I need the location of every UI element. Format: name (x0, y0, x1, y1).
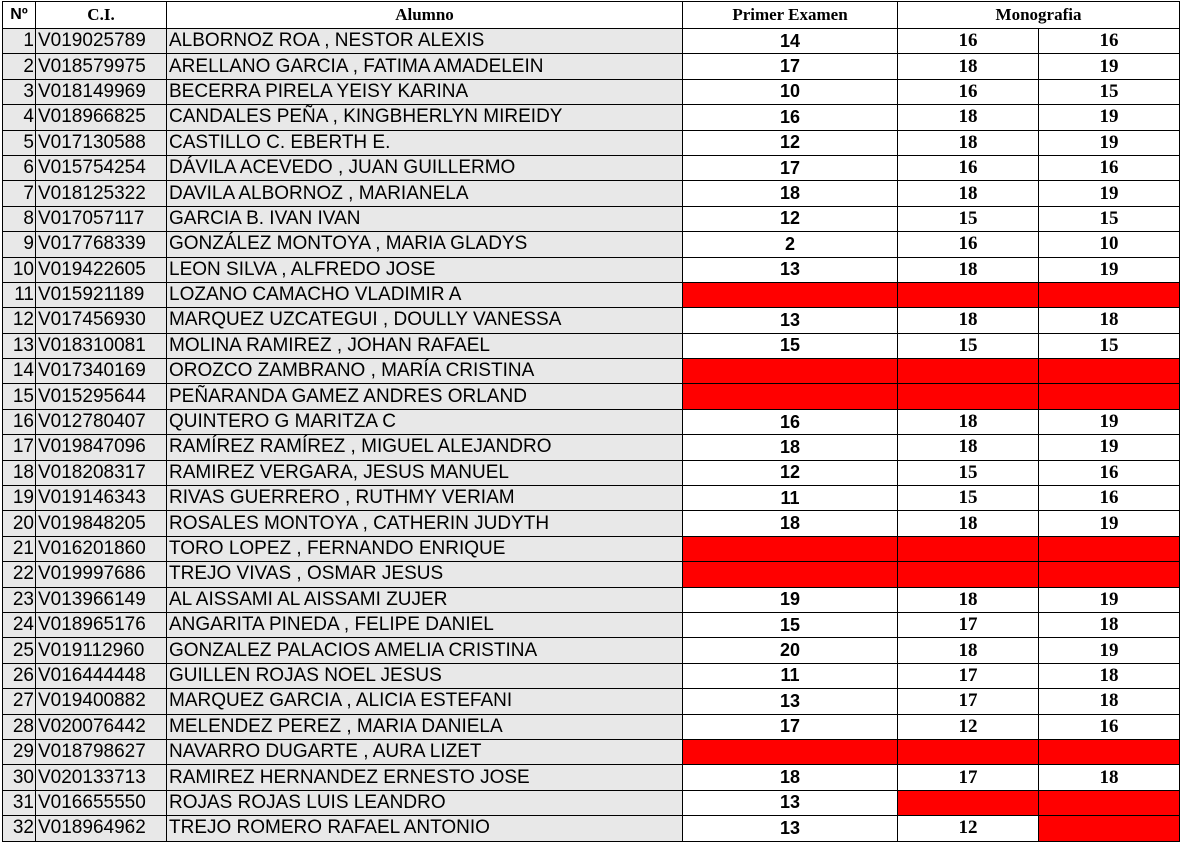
row-number-cell: 17 (3, 435, 36, 460)
primer-examen-cell: 18 (683, 181, 898, 206)
table-row (3, 79, 1180, 104)
monografia-1-cell (898, 536, 1039, 561)
primer-examen-cell (683, 562, 898, 587)
monografia-2-cell (1039, 359, 1180, 384)
student-name-cell: ROSALES MONTOYA , CATHERIN JUDYTH (167, 511, 683, 536)
primer-examen-cell: 17 (683, 714, 898, 739)
table-row (3, 409, 1180, 434)
ci-cell: V017057117 (36, 206, 167, 231)
primer-examen-cell: 14 (683, 29, 898, 54)
table-row (3, 181, 1180, 206)
table-row (3, 232, 1180, 257)
ci-cell: V018208317 (36, 460, 167, 485)
monografia-2-cell (1039, 282, 1180, 307)
row-number-cell: 20 (3, 511, 36, 536)
monografia-2-cell: 19 (1039, 435, 1180, 460)
table-row (3, 54, 1180, 79)
ci-cell: V019847096 (36, 435, 167, 460)
monografia-1-cell: 15 (898, 486, 1039, 511)
table-row (3, 790, 1180, 815)
monografia-1-cell: 16 (898, 79, 1039, 104)
table-row (3, 816, 1180, 841)
student-name-cell: LEON SILVA , ALFREDO JOSE (167, 257, 683, 282)
student-name-cell: AL AISSAMI AL AISSAMI ZUJER (167, 587, 683, 612)
table-row (3, 765, 1180, 790)
ci-cell: V019146343 (36, 486, 167, 511)
monografia-1-cell (898, 562, 1039, 587)
table-row (3, 638, 1180, 663)
ci-cell: V018310081 (36, 333, 167, 358)
student-name-cell: GONZÁLEZ MONTOYA , MARIA GLADYS (167, 232, 683, 257)
table-row (3, 612, 1180, 637)
header-alumno: Alumno (167, 2, 683, 29)
table-row (3, 282, 1180, 307)
primer-examen-cell: 12 (683, 206, 898, 231)
primer-examen-cell: 12 (683, 130, 898, 155)
monografia-1-cell: 17 (898, 765, 1039, 790)
primer-examen-cell: 13 (683, 790, 898, 815)
primer-examen-cell (683, 739, 898, 764)
student-name-cell: CANDALES PEÑA , KINGBHERLYN MIREIDY (167, 105, 683, 130)
student-name-cell: RAMIREZ HERNANDEZ ERNESTO JOSE (167, 765, 683, 790)
primer-examen-cell: 18 (683, 511, 898, 536)
monografia-2-cell (1039, 816, 1180, 841)
monografia-1-cell (898, 739, 1039, 764)
ci-cell: V017340169 (36, 359, 167, 384)
student-name-cell: NAVARRO DUGARTE , AURA LIZET (167, 739, 683, 764)
row-number-cell: 11 (3, 282, 36, 307)
primer-examen-cell (683, 359, 898, 384)
monografia-2-cell: 19 (1039, 409, 1180, 434)
ci-cell: V016201860 (36, 536, 167, 561)
ci-cell: V012780407 (36, 409, 167, 434)
ci-cell: V018579975 (36, 54, 167, 79)
table-row (3, 130, 1180, 155)
monografia-1-cell: 12 (898, 816, 1039, 841)
monografia-2-cell: 18 (1039, 612, 1180, 637)
ci-cell: V018965176 (36, 612, 167, 637)
student-name-cell: TREJO VIVAS , OSMAR JESUS (167, 562, 683, 587)
student-name-cell: GUILLEN ROJAS NOEL JESUS (167, 663, 683, 688)
student-name-cell: PEÑARANDA GAMEZ ANDRES ORLAND (167, 384, 683, 409)
monografia-1-cell: 18 (898, 105, 1039, 130)
row-number-cell: 30 (3, 765, 36, 790)
monografia-1-cell: 17 (898, 663, 1039, 688)
table-row (3, 486, 1180, 511)
row-number-cell: 18 (3, 460, 36, 485)
monografia-1-cell (898, 282, 1039, 307)
ci-cell: V017768339 (36, 232, 167, 257)
table-row (3, 739, 1180, 764)
student-name-cell: CASTILLO C. EBERTH E. (167, 130, 683, 155)
ci-cell: V015754254 (36, 155, 167, 180)
row-number-cell: 7 (3, 181, 36, 206)
student-name-cell: RAMÍREZ RAMÍREZ , MIGUEL ALEJANDRO (167, 435, 683, 460)
ci-cell: V017130588 (36, 130, 167, 155)
ci-cell: V018125322 (36, 181, 167, 206)
primer-examen-cell: 10 (683, 79, 898, 104)
row-number-cell: 9 (3, 232, 36, 257)
row-number-cell: 19 (3, 486, 36, 511)
header-number: Nº (3, 2, 36, 29)
table-row (3, 562, 1180, 587)
row-number-cell: 14 (3, 359, 36, 384)
monografia-2-cell: 18 (1039, 765, 1180, 790)
monografia-2-cell: 18 (1039, 689, 1180, 714)
row-number-cell: 27 (3, 689, 36, 714)
monografia-2-cell: 15 (1039, 333, 1180, 358)
student-name-cell: GARCIA B. IVAN IVAN (167, 206, 683, 231)
monografia-1-cell: 16 (898, 155, 1039, 180)
student-name-cell: BECERRA PIRELA YEISY KARINA (167, 79, 683, 104)
row-number-cell: 12 (3, 308, 36, 333)
student-name-cell: ALBORNOZ ROA , NESTOR ALEXIS (167, 29, 683, 54)
monografia-2-cell: 15 (1039, 79, 1180, 104)
monografia-2-cell (1039, 384, 1180, 409)
ci-cell: V019997686 (36, 562, 167, 587)
student-name-cell: MARQUEZ UZCATEGUI , DOULLY VANESSA (167, 308, 683, 333)
table-row (3, 460, 1180, 485)
primer-examen-cell: 15 (683, 333, 898, 358)
ci-cell: V020076442 (36, 714, 167, 739)
ci-cell: V018798627 (36, 739, 167, 764)
monografia-2-cell (1039, 790, 1180, 815)
table-row (3, 689, 1180, 714)
table-row (3, 587, 1180, 612)
monografia-1-cell: 18 (898, 181, 1039, 206)
table-row (3, 333, 1180, 358)
primer-examen-cell: 13 (683, 308, 898, 333)
ci-cell: V019025789 (36, 29, 167, 54)
ci-cell: V020133713 (36, 765, 167, 790)
monografia-1-cell: 18 (898, 638, 1039, 663)
student-name-cell: OROZCO ZAMBRANO , MARÍA CRISTINA (167, 359, 683, 384)
primer-examen-cell: 19 (683, 587, 898, 612)
ci-cell: V013966149 (36, 587, 167, 612)
monografia-2-cell: 19 (1039, 130, 1180, 155)
monografia-2-cell: 19 (1039, 511, 1180, 536)
student-name-cell: TREJO ROMERO RAFAEL ANTONIO (167, 816, 683, 841)
monografia-2-cell: 18 (1039, 663, 1180, 688)
ci-cell: V015295644 (36, 384, 167, 409)
primer-examen-cell: 15 (683, 612, 898, 637)
monografia-2-cell: 18 (1039, 308, 1180, 333)
monografia-1-cell: 15 (898, 206, 1039, 231)
monografia-2-cell: 19 (1039, 181, 1180, 206)
table-row (3, 511, 1180, 536)
primer-examen-cell: 16 (683, 105, 898, 130)
row-number-cell: 10 (3, 257, 36, 282)
primer-examen-cell: 12 (683, 460, 898, 485)
student-name-cell: LOZANO CAMACHO VLADIMIR A (167, 282, 683, 307)
header-primer-examen: Primer Examen (683, 2, 898, 29)
table-row (3, 308, 1180, 333)
row-number-cell: 23 (3, 587, 36, 612)
table-row (3, 105, 1180, 130)
table-row (3, 384, 1180, 409)
monografia-2-cell: 19 (1039, 587, 1180, 612)
row-number-cell: 2 (3, 54, 36, 79)
student-name-cell: MARQUEZ GARCIA , ALICIA ESTEFANI (167, 689, 683, 714)
row-number-cell: 13 (3, 333, 36, 358)
table-row (3, 536, 1180, 561)
primer-examen-cell: 18 (683, 765, 898, 790)
primer-examen-cell: 13 (683, 816, 898, 841)
table-row (3, 435, 1180, 460)
row-number-cell: 1 (3, 29, 36, 54)
row-number-cell: 22 (3, 562, 36, 587)
monografia-1-cell: 18 (898, 308, 1039, 333)
header-monografia: Monografia (898, 2, 1180, 29)
row-number-cell: 5 (3, 130, 36, 155)
header-row (3, 2, 1180, 29)
monografia-1-cell: 17 (898, 689, 1039, 714)
monografia-2-cell: 19 (1039, 638, 1180, 663)
student-name-cell: RAMIREZ VERGARA, JESUS MANUEL (167, 460, 683, 485)
row-number-cell: 16 (3, 409, 36, 434)
monografia-1-cell: 15 (898, 460, 1039, 485)
primer-examen-cell: 20 (683, 638, 898, 663)
ci-cell: V019422605 (36, 257, 167, 282)
row-number-cell: 28 (3, 714, 36, 739)
primer-examen-cell (683, 282, 898, 307)
table-row (3, 359, 1180, 384)
row-number-cell: 24 (3, 612, 36, 637)
primer-examen-cell: 13 (683, 689, 898, 714)
primer-examen-cell: 11 (683, 486, 898, 511)
row-number-cell: 25 (3, 638, 36, 663)
ci-cell: V019112960 (36, 638, 167, 663)
monografia-2-cell: 19 (1039, 257, 1180, 282)
row-number-cell: 26 (3, 663, 36, 688)
monografia-2-cell: 16 (1039, 460, 1180, 485)
monografia-2-cell: 16 (1039, 155, 1180, 180)
primer-examen-cell: 16 (683, 409, 898, 434)
row-number-cell: 32 (3, 816, 36, 841)
student-name-cell: ROJAS ROJAS LUIS LEANDRO (167, 790, 683, 815)
monografia-1-cell: 16 (898, 29, 1039, 54)
monografia-2-cell: 16 (1039, 486, 1180, 511)
monografia-2-cell (1039, 536, 1180, 561)
row-number-cell: 4 (3, 105, 36, 130)
monografia-2-cell: 16 (1039, 29, 1180, 54)
table-row (3, 29, 1180, 54)
student-name-cell: RIVAS GUERRERO , RUTHMY VERIAM (167, 486, 683, 511)
row-number-cell: 15 (3, 384, 36, 409)
monografia-1-cell: 16 (898, 232, 1039, 257)
student-name-cell: ANGARITA PINEDA , FELIPE DANIEL (167, 612, 683, 637)
table-row (3, 663, 1180, 688)
monografia-2-cell: 10 (1039, 232, 1180, 257)
monografia-1-cell: 15 (898, 333, 1039, 358)
table-row (3, 257, 1180, 282)
monografia-1-cell (898, 359, 1039, 384)
ci-cell: V017456930 (36, 308, 167, 333)
monografia-1-cell (898, 384, 1039, 409)
monografia-1-cell: 18 (898, 587, 1039, 612)
ci-cell: V018964962 (36, 816, 167, 841)
monografia-1-cell: 12 (898, 714, 1039, 739)
monografia-1-cell: 18 (898, 511, 1039, 536)
student-name-cell: MOLINA RAMIREZ , JOHAN RAFAEL (167, 333, 683, 358)
monografia-1-cell: 18 (898, 409, 1039, 434)
monografia-2-cell (1039, 562, 1180, 587)
primer-examen-cell: 17 (683, 54, 898, 79)
row-number-cell: 6 (3, 155, 36, 180)
ci-cell: V016444448 (36, 663, 167, 688)
table-row (3, 206, 1180, 231)
monografia-1-cell: 18 (898, 257, 1039, 282)
monografia-2-cell: 19 (1039, 105, 1180, 130)
student-name-cell: ARELLANO GARCIA , FATIMA AMADELEIN (167, 54, 683, 79)
monografia-1-cell (898, 790, 1039, 815)
ci-cell: V018149969 (36, 79, 167, 104)
student-name-cell: GONZALEZ PALACIOS AMELIA CRISTINA (167, 638, 683, 663)
student-name-cell: MELENDEZ PEREZ , MARIA DANIELA (167, 714, 683, 739)
row-number-cell: 31 (3, 790, 36, 815)
primer-examen-cell: 2 (683, 232, 898, 257)
ci-cell: V015921189 (36, 282, 167, 307)
row-number-cell: 21 (3, 536, 36, 561)
ci-cell: V019400882 (36, 689, 167, 714)
monografia-2-cell (1039, 739, 1180, 764)
row-number-cell: 3 (3, 79, 36, 104)
header-ci: C.I. (36, 2, 167, 29)
monografia-1-cell: 17 (898, 612, 1039, 637)
monografia-2-cell: 15 (1039, 206, 1180, 231)
monografia-2-cell: 16 (1039, 714, 1180, 739)
monografia-2-cell: 19 (1039, 54, 1180, 79)
ci-cell: V018966825 (36, 105, 167, 130)
student-name-cell: DAVILA ALBORNOZ , MARIANELA (167, 181, 683, 206)
monografia-1-cell: 18 (898, 54, 1039, 79)
primer-examen-cell (683, 536, 898, 561)
primer-examen-cell: 11 (683, 663, 898, 688)
row-number-cell: 29 (3, 739, 36, 764)
primer-examen-cell: 18 (683, 435, 898, 460)
ci-cell: V016655550 (36, 790, 167, 815)
monografia-1-cell: 18 (898, 130, 1039, 155)
table-row (3, 714, 1180, 739)
student-name-cell: QUINTERO G MARITZA C (167, 409, 683, 434)
primer-examen-cell: 17 (683, 155, 898, 180)
student-name-cell: DÁVILA ACEVEDO , JUAN GUILLERMO (167, 155, 683, 180)
table-row (3, 155, 1180, 180)
student-name-cell: TORO LOPEZ , FERNANDO ENRIQUE (167, 536, 683, 561)
ci-cell: V019848205 (36, 511, 167, 536)
grades-table (2, 1, 1180, 842)
primer-examen-cell: 13 (683, 257, 898, 282)
primer-examen-cell (683, 384, 898, 409)
row-number-cell: 8 (3, 206, 36, 231)
monografia-1-cell: 18 (898, 435, 1039, 460)
